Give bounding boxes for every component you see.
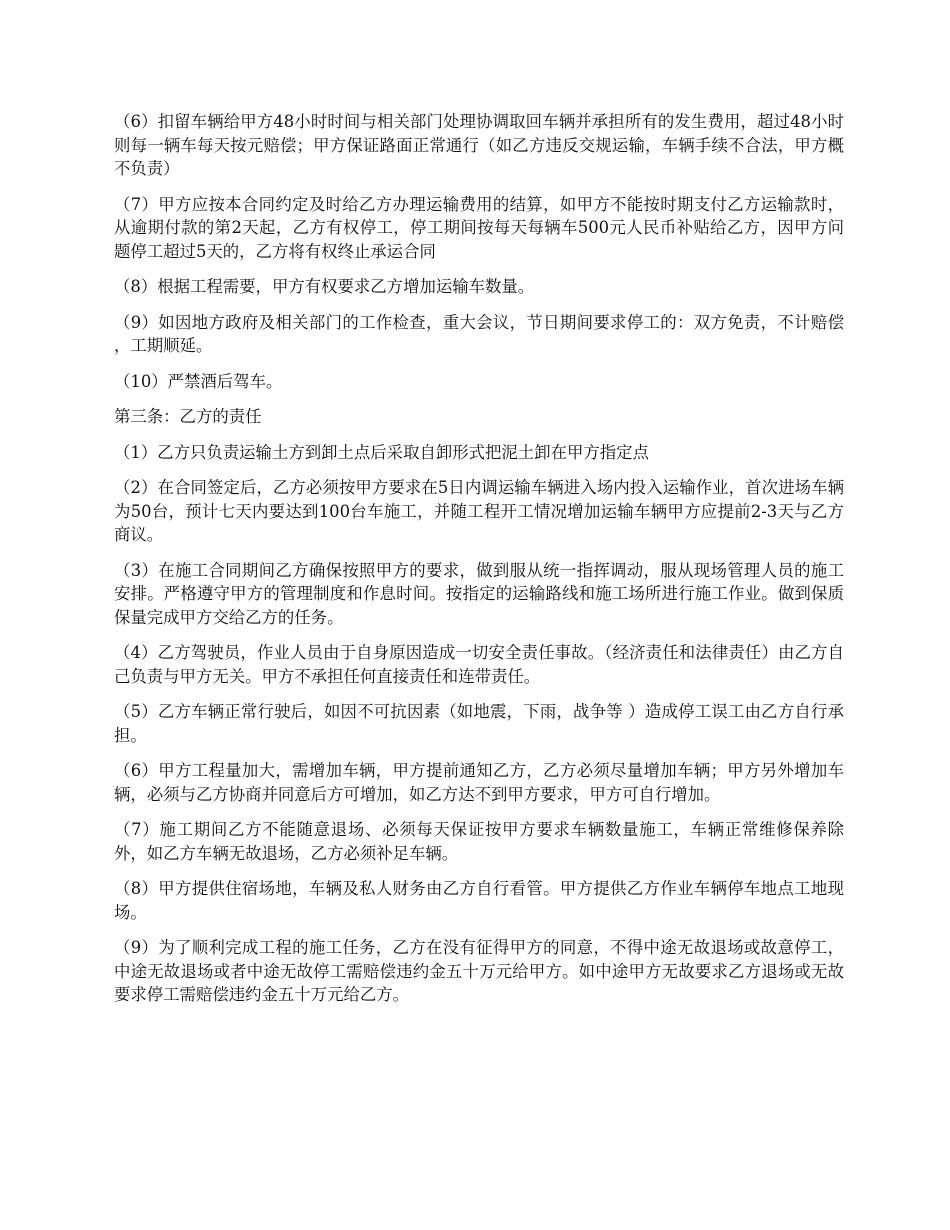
paragraph-b9: （9）为了顺利完成工程的施工任务，乙方在没有征得甲方的同意，不得中途无故退场或故意停工，中途无故退场或者中途无故停工需赔偿违约金五十万元给甲方。如中途甲方无故要求乙方退场或无故要求停工需赔偿违约金五十万元给乙方。	[114, 938, 844, 1004]
paragraph-b1: （1）乙方只负责运输土方到卸土点后采取自卸形式把泥土卸在甲方指定点	[114, 442, 649, 462]
document-page	[114, 110, 844, 1019]
paragraph-a8: （8）根据工程需要，甲方有权要求乙方增加运输车数量。	[114, 277, 535, 296]
paragraph-b4: （4）乙方驾驶员，作业人员由于自身原因造成一切安全责任事故。（经济责任和法律责任）由乙方自己负责与甲方无关。甲方不承担任何直接责任和连带责任。	[114, 643, 844, 686]
paragraph-a6: （6）扣留车辆给甲方48小时时间与相关部门处理协调取回车辆并承担所有的发生费用，超过48小时则每一辆车每天按元赔偿；甲方保证路面正常通行（如乙方违反交规运输，车辆手续不合法，甲方概不负责）	[114, 112, 844, 178]
paragraph-b8: （8）甲方提供住宿场地，车辆及私人财务由乙方自行看管。甲方提供乙方作业车辆停车地点工地现场。	[114, 879, 844, 922]
paragraph-b6: （6）甲方工程量加大，需增加车辆，甲方提前通知乙方，乙方必须尽量增加车辆；甲方另外增加车辆，必须与乙方协商并同意后方可增加，如乙方达不到甲方要求，甲方可自行增加。	[114, 761, 844, 804]
paragraph-a7: （7）甲方应按本合同约定及时给乙方办理运输费用的结算，如甲方不能按时期支付乙方运输款时，从逾期付款的第2天起，乙方有权停工，停工期间按每天每辆车500元人民币补贴给乙方，因甲方问题停工超过5天的，乙方将有权终止承运合同	[114, 194, 844, 261]
paragraph-b7: （7）施工期间乙方不能随意退场、必须每天保证按甲方要求车辆数量施工，车辆正常维修保养除外，如乙方车辆无故退场，乙方必须补足车辆。	[114, 820, 844, 863]
paragraph-b2: （2）在合同签定后，乙方必须按甲方要求在5日内调运输车辆进入场内投入运输作业，首次进场车辆为50台，预计七天内要达到100台车施工，并随工程开工情况增加运输车辆甲方应提前2-3天与乙方商议。	[114, 478, 844, 544]
section-heading: 第三条：乙方的责任	[114, 407, 262, 426]
paragraph-a9: （9）如因地方政府及相关部门的工作检查，重大会议，节日期间要求停工的：双方免责，不计赔偿 ，工期顺延。	[114, 312, 844, 355]
paragraph-b5: （5）乙方车辆正常行驶后，如因不可抗因素（如地震，下雨，战争等 ）造成停工误工由乙方自行承担。	[114, 702, 844, 745]
paragraph-a10: （10）严禁酒后驾车。	[114, 371, 283, 391]
paragraph-b3: （3）在施工合同期间乙方确保按照甲方的要求，做到服从统一指挥调动，服从现场管理人员的施工安排。严格遵守甲方的管理制度和作息时间。按指定的运输路线和施工场所进行施工作业。做到保质保量完成甲方交给乙方的任务。	[114, 560, 844, 627]
